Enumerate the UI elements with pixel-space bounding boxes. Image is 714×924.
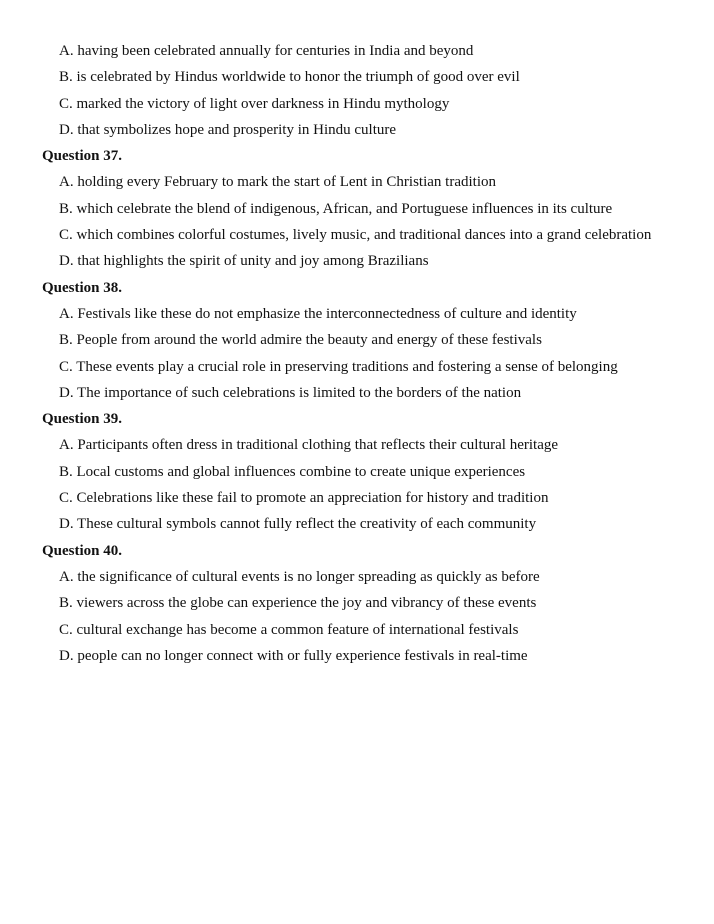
question-39-title: Question 39. [42,411,123,428]
document-page [0,38,714,669]
option-39-a[interactable]: A. Participants often dress in traditional clothing that reflects their cultural heritage [59,437,559,454]
option-36-b[interactable]: B. is celebrated by Hindus worldwide to honor the triumph of good over evil [59,69,520,86]
question-39-block [0,406,714,537]
option-39-b[interactable]: B. Local customs and global influences combine to create unique experiences [59,463,526,480]
option-40-d[interactable]: D. people can no longer connect with or fully experience festivals in real-time [59,647,528,664]
option-37-c[interactable]: C. which combines colorful costumes, lively music, and traditional dances into a grand celebration [59,227,652,244]
option-36-a[interactable]: A. having been celebrated annually for centuries in India and beyond [59,43,474,59]
option-40-b[interactable]: B. viewers across the globe can experience the joy and vibrancy of these events [59,595,537,612]
option-38-d[interactable]: D. The importance of such celebrations is limited to the borders of the nation [59,384,522,401]
question-38-title: Question 38. [42,279,123,296]
question-40-block [0,538,714,669]
option-36-d[interactable]: D. that symbolizes hope and prosperity in Hindu culture [59,121,397,138]
option-36-c[interactable]: C. marked the victory of light over darkness in Hindu mythology [59,95,450,112]
option-37-b[interactable]: B. which celebrate the blend of indigenous, African, and Portuguese influences in its culture [59,200,613,217]
option-38-a[interactable]: A. Festivals like these do not emphasize the interconnectedness of culture and identity [59,305,577,322]
question-40-title: Question 40. [42,542,123,559]
option-37-a[interactable]: A. holding every February to mark the start of Lent in Christian tradition [59,174,496,191]
question-36-block [0,38,714,143]
option-39-d[interactable]: D. These cultural symbols cannot fully reflect the creativity of each community [59,516,537,533]
option-40-c[interactable]: C. cultural exchange has become a common feature of international festivals [59,621,519,638]
option-38-c[interactable]: C. These events play a crucial role in preserving traditions and fostering a sense of belonging [59,358,618,375]
question-38-block [0,275,714,406]
option-38-b[interactable]: B. People from around the world admire the beauty and energy of these festivals [59,332,542,349]
option-40-a[interactable]: A. the significance of cultural events is no longer spreading as quickly as before [59,568,540,585]
question-37-block [0,143,714,274]
question-37-title: Question 37. [42,148,123,165]
option-39-c[interactable]: C. Celebrations like these fail to promote an appreciation for history and tradition [59,490,549,507]
option-37-d[interactable]: D. that highlights the spirit of unity and joy among Brazilians [59,253,429,270]
